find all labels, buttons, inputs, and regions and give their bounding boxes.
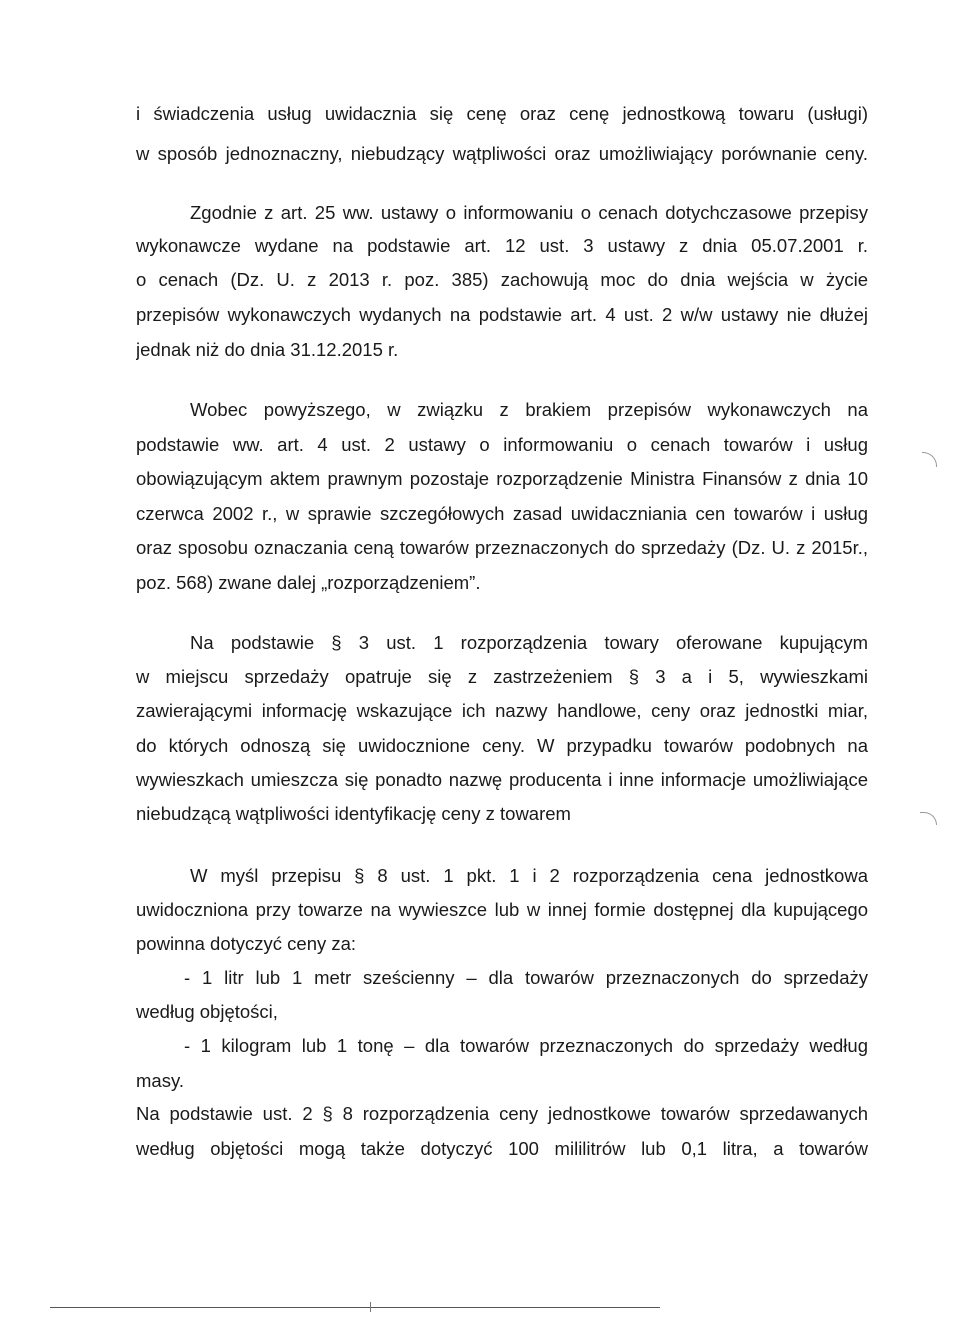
text-line-5: o cenach (Dz. U. z 2013 r. poz. 385) zachowują moc do dnia wejścia w życie	[136, 269, 868, 290]
text-line-23: - 1 litr lub 1 metr sześcienny – dla towarów przeznaczonych do sprzedaży	[184, 967, 868, 988]
text-line-12: oraz sposobu oznaczania ceną towarów przeznaczonych do sprzedaży (Dz. U. z 2015r.,	[136, 537, 868, 558]
text-line-4: wykonawcze wydane na podstawie art. 12 ust. 3 ustawy z dnia 05.07.2001 r.	[136, 235, 868, 256]
text-line-19: niebudzącą wątpliwości identyfikację ceny z towarem	[136, 803, 571, 824]
text-line-6: przepisów wykonawczych wydanych na podstawie art. 4 ust. 2 w/w ustawy nie dłużej	[136, 304, 868, 325]
text-line-10: obowiązującym aktem prawnym pozostaje rozporządzenie Ministra Finansów z dnia 10	[136, 468, 868, 489]
text-line-17: do których odnoszą się uwidocznione ceny. W przypadku towarów podobnych na	[136, 735, 868, 756]
margin-mark	[922, 452, 937, 467]
text-line-16: zawierającymi informację wskazujące ich nazwy handlowe, ceny oraz jednostki miar,	[136, 700, 868, 721]
text-line-1: i świadczenia usług uwidacznia się cenę oraz cenę jednostkową towaru (usługi)	[136, 103, 868, 124]
text-line-28: według objętości mogą także dotyczyć 100 mililitrów lub 0,1 litra, a towarów	[136, 1138, 868, 1159]
text-line-14: Na podstawie § 3 ust. 1 rozporządzenia towary oferowane kupującym	[190, 632, 868, 653]
text-line-3: Zgodnie z art. 25 ww. ustawy o informowaniu o cenach dotychczasowe przepisy	[190, 202, 868, 223]
text-line-20: W myśl przepisu § 8 ust. 1 pkt. 1 i 2 rozporządzenia cena jednostkowa	[190, 865, 868, 886]
text-line-24: według objętości,	[136, 1001, 278, 1022]
text-line-25: - 1 kilogram lub 1 tonę – dla towarów przeznaczonych do sprzedaży według	[184, 1035, 868, 1056]
text-line-9: podstawie ww. art. 4 ust. 2 ustawy o informowaniu o cenach towarów i usług	[136, 434, 868, 455]
text-line-26: masy.	[136, 1070, 184, 1091]
text-line-27: Na podstawie ust. 2 § 8 rozporządzenia ceny jednostkowe towarów sprzedawanych	[136, 1103, 868, 1124]
text-line-15: w miejscu sprzedaży opatruje się z zastrzeżeniem § 3 a i 5, wywieszkami	[136, 666, 868, 687]
text-line-21: uwidoczniona przy towarze na wywieszce lub w innej formie dostępnej dla kupującego	[136, 899, 868, 920]
text-line-2: w sposób jednoznaczny, niebudzący wątpliwości oraz umożliwiający porównanie ceny.	[136, 143, 868, 164]
text-line-18: wywieszkach umieszcza się ponadto nazwę producenta i inne informacje umożliwiające	[136, 769, 868, 790]
text-line-13: poz. 568) zwane dalej „rozporządzeniem”.	[136, 572, 481, 593]
text-line-7: jednak niż do dnia 31.12.2015 r.	[136, 339, 399, 360]
margin-mark	[920, 812, 937, 825]
text-line-8: Wobec powyższego, w związku z brakiem przepisów wykonawczych na	[190, 399, 868, 420]
text-line-11: czerwca 2002 r., w sprawie szczegółowych zasad uwidaczniania cen towarów i usług	[136, 503, 868, 524]
bottom-rule	[50, 1307, 660, 1308]
text-line-22: powinna dotyczyć ceny za:	[136, 933, 357, 954]
bottom-tick	[370, 1302, 371, 1312]
